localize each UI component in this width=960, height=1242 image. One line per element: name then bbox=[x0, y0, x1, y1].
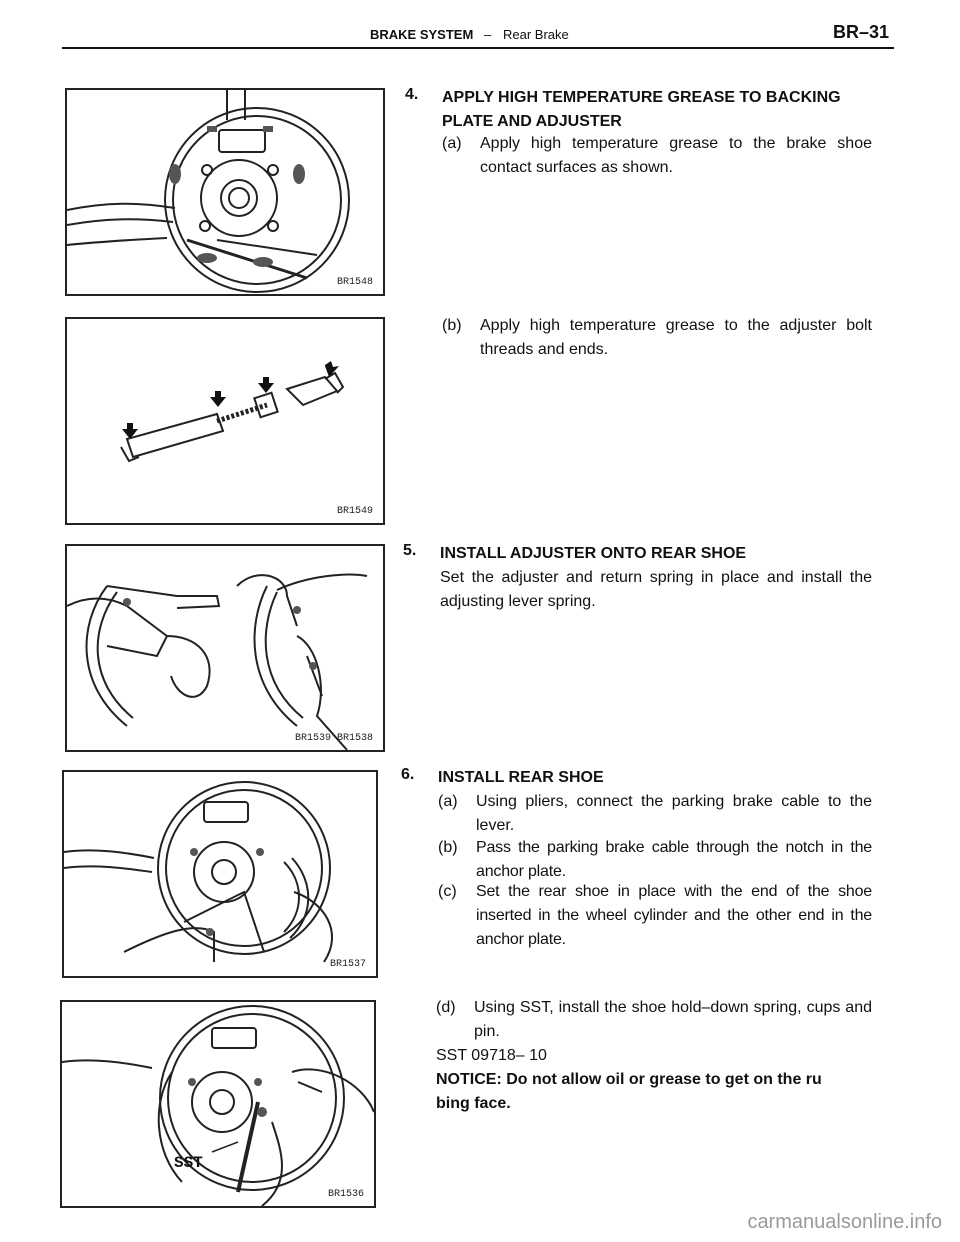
figure-code: BR1537 bbox=[329, 959, 366, 970]
step-6-number: 6. bbox=[401, 766, 415, 783]
step-5-text: Set the adjuster and return spring in place and install the adjusting lever spring. bbox=[440, 569, 872, 610]
watermark: carmanualsonline.info bbox=[747, 1211, 942, 1233]
figure-code: BR1536 bbox=[327, 1189, 364, 1200]
figure-code: BR1539 BR1538 bbox=[294, 733, 373, 744]
figure-install-adjuster bbox=[65, 544, 385, 752]
step-6c-text: Set the rear shoe in place with the end of the shoe inserted in the wheel cylinder and the other end in the anchor plate. bbox=[476, 883, 872, 948]
step-6b-label: (b) bbox=[438, 839, 458, 856]
notice-line-1: NOTICE: Do not allow oil or grease to get on the ru bbox=[436, 1071, 822, 1088]
step-4b-text: Apply high temperature grease to the adjuster bolt threads and ends. bbox=[480, 317, 872, 358]
step-4-title-line-2: PLATE AND ADJUSTER bbox=[442, 113, 622, 130]
notice bbox=[436, 1068, 876, 1116]
step-4a-label: (a) bbox=[442, 135, 462, 152]
shoe-hold-down-illustration bbox=[62, 1002, 374, 1206]
step-6a-label: (a) bbox=[438, 793, 458, 810]
backing-plate-illustration bbox=[67, 90, 383, 294]
step-6d-label: (d) bbox=[436, 999, 456, 1016]
step-5-title: INSTALL ADJUSTER ONTO REAR SHOE bbox=[440, 545, 747, 562]
header-separator: – bbox=[484, 27, 492, 42]
step-4-number: 4. bbox=[405, 86, 419, 103]
install-adjuster-illustration bbox=[67, 546, 383, 750]
install-rear-shoe-illustration bbox=[64, 772, 376, 976]
figure-code: BR1548 bbox=[336, 277, 373, 288]
step-4-title bbox=[442, 86, 882, 134]
header-rule bbox=[62, 47, 894, 49]
step-4b-label: (b) bbox=[442, 317, 462, 334]
step-5-number: 5. bbox=[403, 542, 417, 559]
header-section: BRAKE SYSTEM bbox=[370, 27, 474, 42]
figure-code: BR1549 bbox=[336, 506, 373, 517]
step-4a-text: Apply high temperature grease to the brake shoe contact surfaces as shown. bbox=[480, 135, 872, 176]
step-4-title-line-1: APPLY HIGH TEMPERATURE GREASE TO BACKING bbox=[442, 89, 841, 106]
notice-line-2: bing face. bbox=[436, 1095, 511, 1112]
figure-backing-plate bbox=[65, 88, 385, 296]
header-subsection: Rear Brake bbox=[503, 27, 569, 42]
step-6-title: INSTALL REAR SHOE bbox=[438, 769, 604, 786]
figure-install-rear-shoe bbox=[62, 770, 378, 978]
step-6b-text: Pass the parking brake cable through the notch in the anchor plate. bbox=[476, 839, 872, 880]
step-6c-label: (c) bbox=[438, 883, 457, 900]
figure-adjuster bbox=[65, 317, 385, 525]
page-number: BR–31 bbox=[833, 22, 890, 42]
step-6d-text: Using SST, install the shoe hold–down spring, cups and pin. bbox=[474, 999, 872, 1040]
adjuster-illustration bbox=[67, 319, 383, 523]
figure-shoe-hold-down bbox=[60, 1000, 376, 1208]
sst-number: SST 09718– 10 bbox=[436, 1047, 547, 1064]
step-6a-text: Using pliers, connect the parking brake cable to the lever. bbox=[476, 793, 872, 834]
sst-callout-label: SST bbox=[174, 1154, 203, 1172]
